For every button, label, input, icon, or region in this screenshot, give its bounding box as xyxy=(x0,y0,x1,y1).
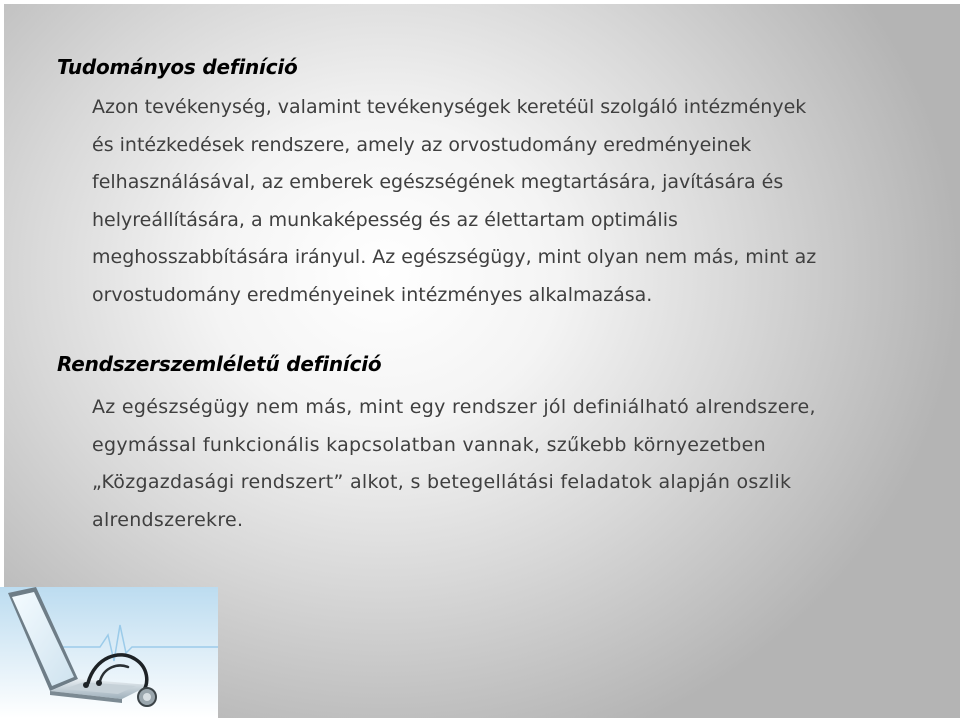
laptop-stethoscope-icon xyxy=(0,587,218,718)
section-body-scientific-definition xyxy=(92,89,816,314)
section-heading-scientific-definition: Tudományos definíció xyxy=(57,55,298,79)
laptop-stethoscope-illustration xyxy=(0,587,218,718)
body-line: Azon tevékenység, valamint tevékenységek keretéül szolgáló intézmények xyxy=(92,96,807,118)
body-line: orvostudomány eredményeinek intézményes alkalmazása. xyxy=(92,283,653,306)
body-line: és intézkedések rendszere, amely az orvostudomány eredményeinek xyxy=(92,133,752,156)
body-line: meghosszabbítására irányul. Az egészségügy, mint olyan nem más, mint az xyxy=(92,246,817,268)
body-line: „Közgazdasági rendszert” alkot, s betegellátási feladatok alapján oszlik xyxy=(92,471,792,493)
body-line: alrendszerekre. xyxy=(92,508,244,531)
section-heading-systemic-definition: Rendszerszemléletű definíció xyxy=(57,352,382,376)
body-line: helyreállítására, a munkaképesség és az élettartam optimális xyxy=(92,208,678,231)
section-body-systemic-definition xyxy=(92,389,816,539)
body-line: egymással funkcionális kapcsolatban vannak, szűkebb környezetben xyxy=(92,433,767,456)
body-line: felhasználásával, az emberek egészségének megtartására, javítására és xyxy=(92,171,784,193)
body-line: Az egészségügy nem más, mint egy rendszer jól definiálható alrendszere, xyxy=(92,396,816,418)
